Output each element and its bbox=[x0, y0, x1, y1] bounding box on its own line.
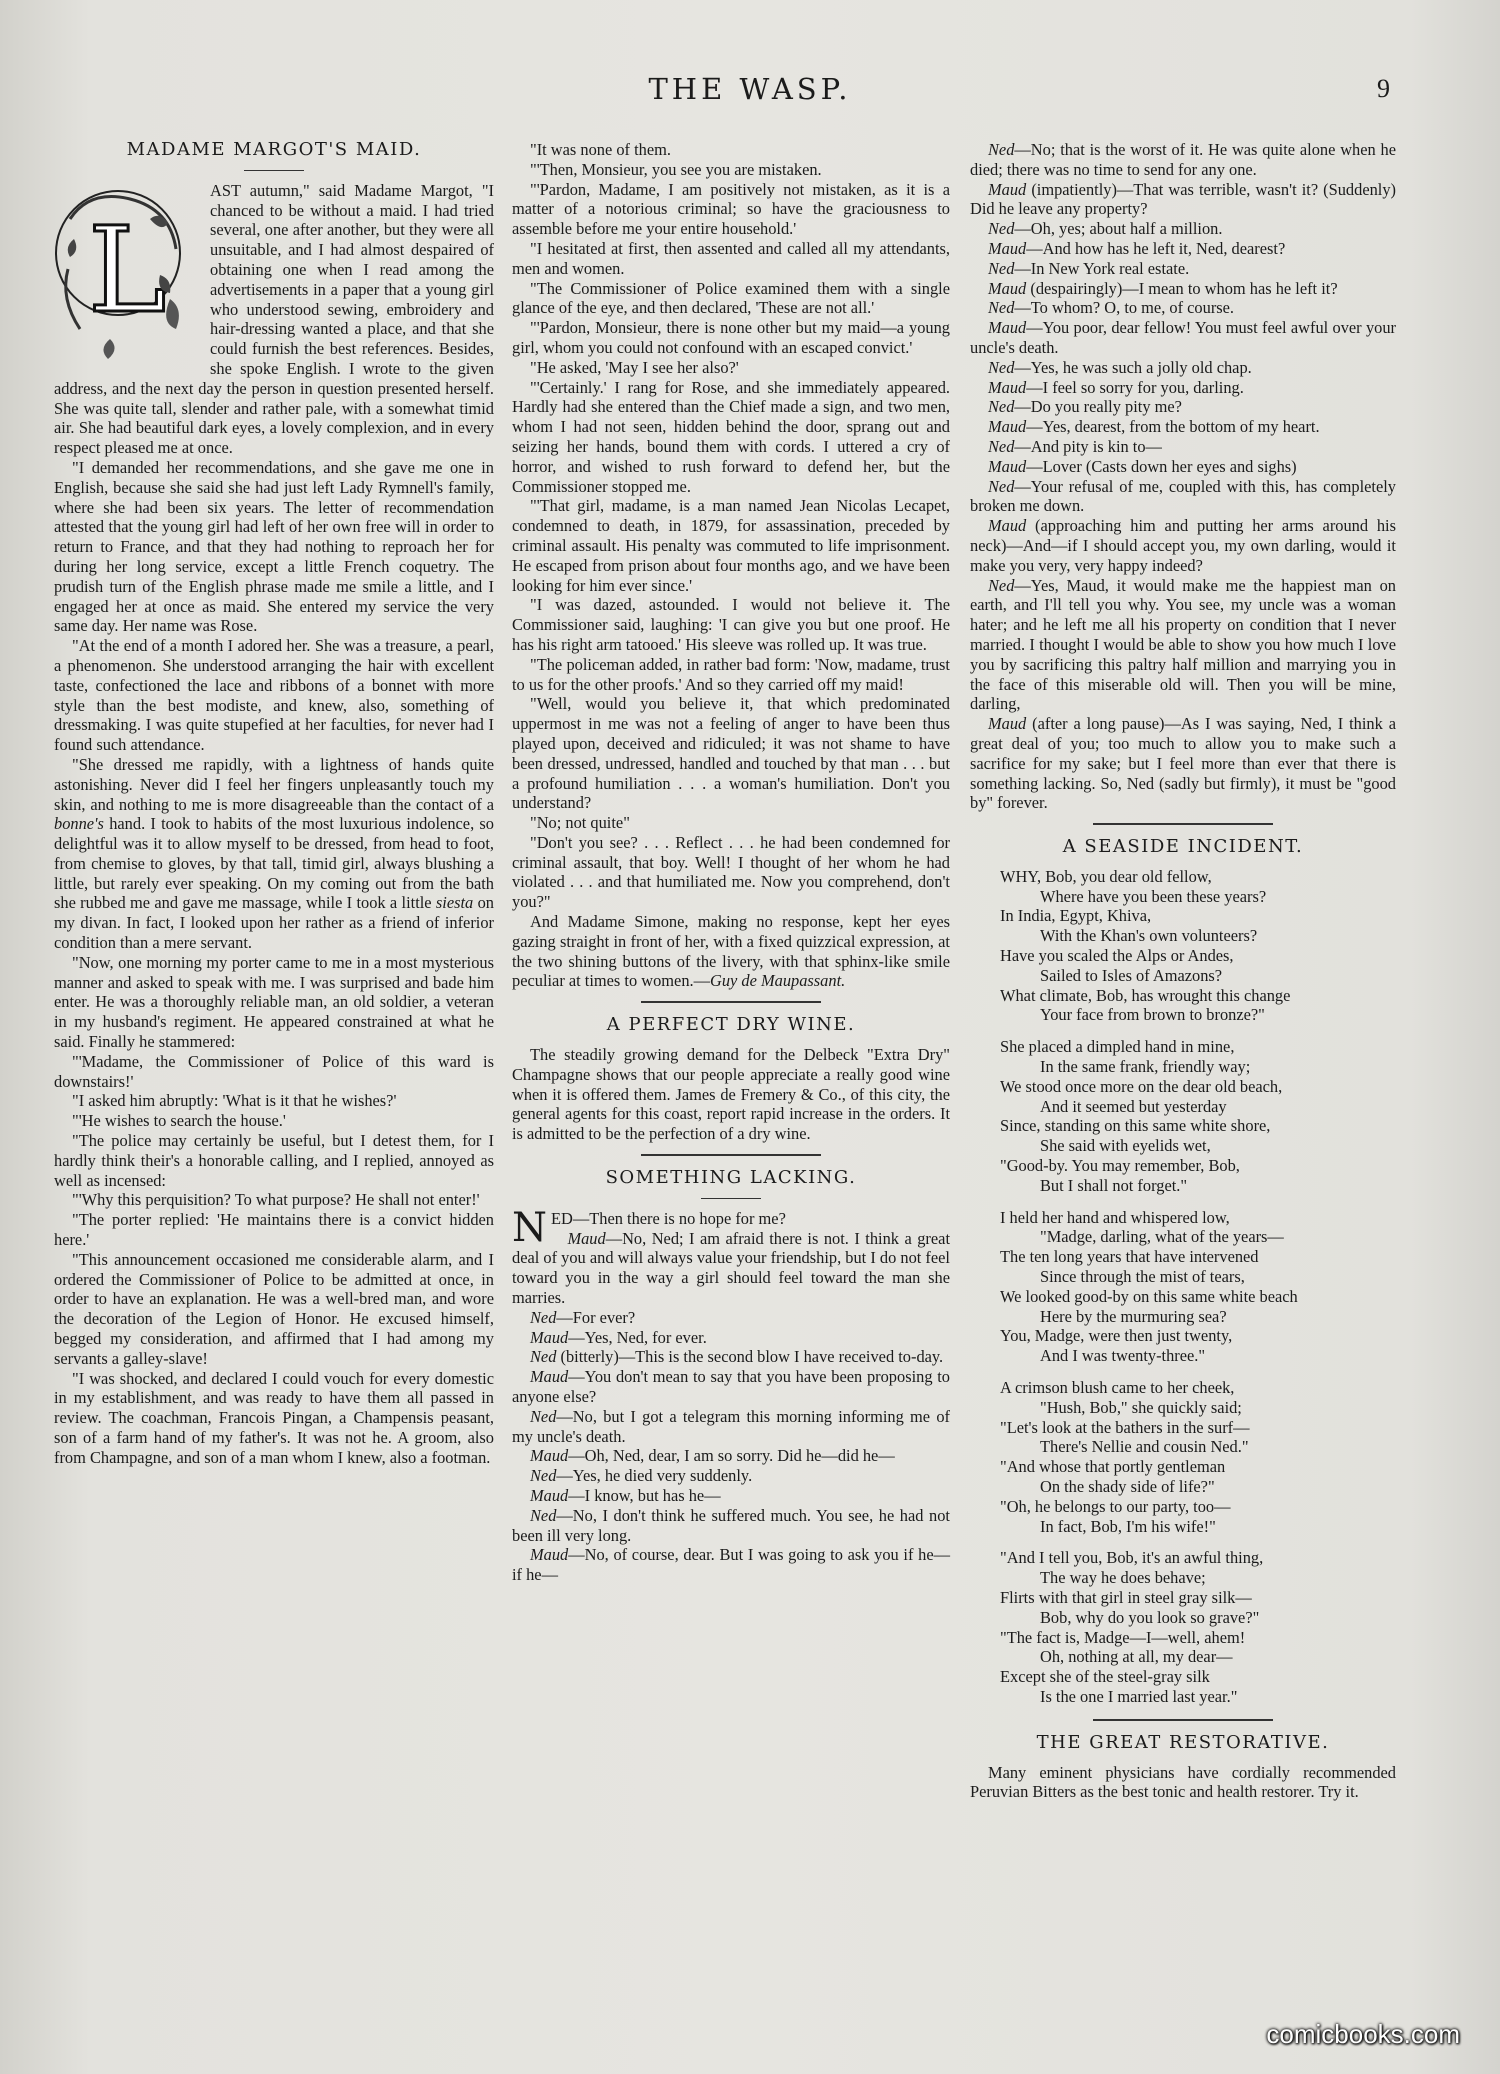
paragraph: "I demanded her recommendations, and she gave me one in English, because she said she had just left Lady Rymnell's family, where she had been six years. The letter of recommendation attested that the young girl had left of her own free will in order to return to France, and that they had nothing to reproach her for during her long service, except a little French coquetry. The prudish turn of the English phrase made me smile a little, and I engaged her at once as maid. She entered my service the very same day. Her name was Rose. bbox=[54, 457, 494, 636]
title-rule bbox=[244, 170, 304, 171]
paragraph: And Madame Simone, making no response, kept her eyes gazing straight in front of her, with a fixed quizzical expression, at the two shining buttons of the livery, with that sphinx-like smile peculiar at times to women.—Guy de Maupassant. bbox=[512, 912, 950, 991]
dialogue-line: Ned (bitterly)—This is the second blow I have received to-day. bbox=[530, 1347, 944, 1367]
stanza: A crimson blush came to her cheek, "Hush, Bob," she quickly said; "Let's look at the bathers in the surf— There's Nellie and cousin Ned." "And whose that portly gentleman On the shady side of life?" "Oh, he belongs to our party, too— In fact, Bob, I'm his wife!" bbox=[1000, 1378, 1250, 1536]
dialogue-line: Ned—Yes, Maud, it would make me the happiest man on earth, and I'll tell you why. You see, my uncle was a woman hater; and he left me all his property on condition that I never married. I thought I would be able to show you how much I love you by sacrificing this paltry half million and marrying you in the face of this miserable old will. Then you will be mine, darling, bbox=[970, 575, 1396, 714]
paragraph: "It was none of them. bbox=[530, 140, 671, 159]
stanza: "And I tell you, Bob, it's an awful thing, The way he does behave; Flirts with that girl in steel gray silk— Bob, why do you look so grave?" "The fact is, Madge—I—well, ahem! Oh, nothing at all, my dear— Except she of the steel-gray silk Is the one I married last year." bbox=[1000, 1548, 1264, 1706]
dialogue-line: Ned—No, I don't think he suffered much. You see, he had not been ill very long. bbox=[512, 1505, 950, 1545]
dialogue-line: Maud—I know, but has he— bbox=[530, 1486, 721, 1505]
author-credit: Guy de Maupassant. bbox=[710, 971, 846, 991]
dialogue-line: Maud—You don't mean to say that you have been proposing to anyone else? bbox=[512, 1367, 950, 1407]
stanza: I held her hand and whispered low, "Madge, darling, what of the years— The ten long years that have intervened Since through the mist of tears, We looked good-by on this same white beach Here by the murmuring sea? You, Madge, were then just twenty, And I was twenty-three." bbox=[1000, 1207, 1298, 1366]
dialogue-line: Ned—Your refusal of me, coupled with this, has completely broken me down. bbox=[970, 476, 1396, 516]
dialogue-line: Ned—To whom? O, to me, of course. bbox=[988, 298, 1235, 318]
title-rule bbox=[701, 1198, 761, 1199]
paragraph: "No; not quite" bbox=[530, 813, 630, 833]
page-number: 9 bbox=[1377, 74, 1390, 103]
dialogue-line: Ned—Do you really pity me? bbox=[988, 397, 1182, 417]
masthead: THE WASP. bbox=[648, 72, 852, 106]
dialogue-line: Maud—And how has he left it, Ned, dearest? bbox=[988, 238, 1286, 258]
section-divider bbox=[1093, 823, 1273, 825]
paragraph: "'That girl, madame, is a man named Jean Nicolas Lecapet, condemned to death, in 1879, for assassination, preceded by criminal assault. His penalty was commuted to life imprisonment. He escaped from prison about four months ago, and we have been looking for him ever since.' bbox=[512, 496, 950, 595]
dialogue-line: Ned—And pity is kin to— bbox=[988, 436, 1162, 456]
poem-title-seaside: A SEASIDE INCIDENT. bbox=[1062, 836, 1304, 858]
dialogue-line: Maud—Yes, dearest, from the bottom of my heart. bbox=[988, 417, 1320, 437]
dialogue-line: Maud—No, of course, dear. But I was going to ask you if he—if he— bbox=[512, 1545, 950, 1585]
poem bbox=[970, 867, 1396, 1707]
paragraph: "The policeman added, in rather bad form: 'Now, madame, trust to us for the other proofs.' And so they carried off my maid! bbox=[512, 654, 950, 694]
site-watermark: comicbooks.com bbox=[1266, 2019, 1460, 2049]
dialogue-line: Maud (despairingly)—I mean to whom has he left it? bbox=[988, 278, 1338, 298]
dialogue-line: Ned—For ever? bbox=[530, 1307, 636, 1327]
paragraph: "I was shocked, and declared I could vouch for every domestic in my establishment, and was ready to have them all passed in review. The coachman, Francois Pingan, a Champensis peasant, son of a farm hand of my father's. It was not he. A groom, also from Champagne, and son of a man whom I knew, also a footman. bbox=[54, 1368, 494, 1467]
dialogue-line: Ned—In New York real estate. bbox=[988, 258, 1190, 278]
paragraph: "At the end of a month I adored her. She was a treasure, a pearl, a phenomenon. She understood arranging the hair with excellent taste, confectioned the lace and ribbons of a bonnet with more style than the best modiste, and knew, also, something of dressmaking. I was quite stupefied at her faculties, for never had I found such attendance. bbox=[54, 636, 494, 755]
paragraph: "Don't you see? . . . Reflect . . . he had been condemned for criminal assault, that boy. Well! I thought of her whom he had violated . . . and that humiliated me. Now you comprehend, don't you?" bbox=[512, 832, 950, 912]
dialogue-line: Ned—No; that is the worst of it. He was quite alone when he died; there was no time to send for any one. bbox=[970, 140, 1396, 179]
paragraph: "I hesitated at first, then assented and called all my attendants, men and women. bbox=[512, 238, 950, 278]
paragraph: "The porter replied: 'He maintains there is a convict hidden here.' bbox=[54, 1210, 494, 1250]
dialogue-line: Ned—Yes, he died very suddenly. bbox=[530, 1466, 753, 1486]
dialogue-line: Maud—Lover (Casts down her eyes and sighs) bbox=[988, 456, 1297, 476]
paragraph: Many eminent physicians have cordially recommended Peruvian Bitters as the best tonic and health restorer. Try it. bbox=[970, 1762, 1396, 1802]
paragraph: "'Pardon, Madame, I am positively not mistaken, as it is a matter of a notorious criminal; so have the graciousness to assemble before me your entire household.' bbox=[512, 179, 950, 239]
decorative-initial-l-icon bbox=[50, 179, 200, 361]
section-divider bbox=[641, 1154, 821, 1156]
paragraph: "I was dazed, astounded. I would not believe it. The Commissioner said, laughing: 'I can give you but one proof. He has his right arm tatooed.' His sleeve was rolled up. It was true. bbox=[512, 595, 950, 654]
column-1 bbox=[54, 140, 494, 1468]
stanza: WHY, Bob, you dear old fellow, Where have you been these years? In India, Egypt, Khiva, With the Khan's own volunteers? Have you scaled the Alps or Andes, Sailed to Isles of Amazons? What climate, Bob, has wrought this change Your face from brown to bronze?" bbox=[1000, 866, 1291, 1025]
svg-text:L: L bbox=[88, 200, 167, 339]
column-3 bbox=[970, 140, 1396, 1802]
paragraph: "Well, would you believe it, that which predominated uppermost in me was not a feeling of anger to have been thus played upon, deceived and ridiculed; it was not shame to have been dressed, undressed, handled and touched by that man . . . but a profound humiliation . . . a woman's humiliation. Don't you understand? bbox=[512, 694, 950, 813]
paragraph: "Now, one morning my porter came to me in a most mysterious manner and asked to speak with me. I was surprised and bade him enter. He was a thoroughly reliable man, an old soldier, a veteran in my husband's regiment. He appeared constrained at what he said. Finally he stammered: bbox=[54, 952, 494, 1052]
paragraph: "He asked, 'May I see her also?' bbox=[530, 357, 739, 377]
paragraph: "'Why this perquisition? To what purpose? He shall not enter!' bbox=[72, 1190, 480, 1210]
paragraph: The steadily growing demand for the Delbeck "Extra Dry" Champagne shows that our people appreciate a really good wine when it is offered them. James de Fremery & Co., of this city, the general agents for this coast, report rapid increase in the orders. It is admitted to be the perfection of a dry wine. bbox=[512, 1045, 950, 1144]
dialogue-line: NED—Then there is no hope for me? Maud—No, Ned; I am afraid there is not. I think a great deal of you and will always value your friendship, but I do not feel toward you in the way a girl should feel toward the man she marries. bbox=[512, 1204, 950, 1308]
stanza: She placed a dimpled hand in mine, In the same frank, friendly way; We stood once more on the dear old beach, And it seemed but yesterday Since, standing on this same white shore, She said with eyelids wet, "Good-by. You may remember, Bob, But I shall not forget." bbox=[1000, 1037, 1283, 1195]
dialogue-line: Maud (approaching him and putting her arms around his neck)—And—if I should accept you, my own darling, would it make you very, very happy indeed? bbox=[970, 516, 1396, 575]
paragraph: "The Commissioner of Police examined them with a single glance of the eye, and then declared, 'These are not all.' bbox=[512, 278, 950, 318]
dialogue-line: Maud (impatiently)—That was terrible, wasn't it? (Suddenly) Did he leave any property? bbox=[970, 179, 1396, 219]
dialogue-line: Maud (after a long pause)—As I was saying, Ned, I think a great deal of you; too much to allow you to make such a sacrifice for my sake; but I feel more than ever that there is something lacking. So, Ned (sadly but firmly), it must be "good by" forever. bbox=[970, 714, 1396, 813]
dialogue-line: Ned—No, but I got a telegram this morning informing me of my uncle's death. bbox=[512, 1406, 950, 1446]
paragraph: "'Pardon, Monsieur, there is none other but my maid—a young girl, whom you could not confound with an escaped convict.' bbox=[512, 318, 950, 357]
paragraph: "'He wishes to search the house.' bbox=[72, 1111, 286, 1131]
article-title-restorative: THE GREAT RESTORATIVE. bbox=[1036, 1731, 1330, 1753]
paragraph: "'Madame, the Commissioner of Police of this ward is downstairs!' bbox=[54, 1051, 494, 1091]
paragraph: AST autumn," said Madame Margot, "I chanced to be without a maid. I had tried several, one after another, but they were all unsuitable, and I had almost despaired of obtaining one when I read among the advertisements in a paper that a young girl who understood sewing, embroidery and hair-dressing wanted a place, and that she could furnish the best references. Besides, she spoke English. I wrote to the given address, and the next day the person in question presented herself. She was quite tall, slender and rather pale, with a somewhat timid air. She had beautiful dark eyes, a lovely complexion, and in every respect pleased me at once. bbox=[54, 180, 494, 458]
paragraph: "She dressed me rapidly, with a lightness of hands quite astonishing. Never did I feel her fingers unpleasantly touch my skin, and nothing to me is more disagreeable than the contact of a bonne's hand. I took to habits of the most luxurious indolence, so delightful was it to allow myself to be dressed, from head to foot, from chemise to gloves, by that tall, timid girl, always blushing a little, but rarely ever speaking. On my coming out from the bath she rubbed me and gave me massage, while I took a little siesta on my divan. In fact, I looked upon her rather as a friend of inferior condition than a mere servant. bbox=[54, 754, 494, 953]
dialogue-line: Maud—Yes, Ned, for ever. bbox=[530, 1327, 707, 1347]
section-divider bbox=[641, 1001, 821, 1003]
dialogue-line: Maud—Oh, Ned, dear, I am so sorry. Did he—did he— bbox=[530, 1446, 895, 1466]
paragraph: "'Certainly.' I rang for Rose, and she immediately appeared. Hardly had she entered than the Chief made a sign, and two men, whom I had not seen, hidden behind the door, sprang out and seizing her hands, bound them with cords. I uttered a cry of horror, and wished to rush forward to defend her, but the Commissioner stopped me. bbox=[512, 377, 950, 496]
section-divider bbox=[1093, 1719, 1273, 1721]
paragraph: "'Then, Monsieur, you see you are mistaken. bbox=[530, 159, 822, 179]
paragraph: "I asked him abruptly: 'What is it that he wishes?' bbox=[72, 1091, 397, 1111]
paragraph: "This announcement occasioned me considerable alarm, and I ordered the Commissioner of Police to be admitted at once, in order to have an explanation. He was a well-bred man, and wore the decoration of the Legion of Honor. He excused himself, begged my consideration, and affirmed that I had among my servants a galley-slave! bbox=[54, 1249, 494, 1368]
dialogue-line: Ned—Yes, he was such a jolly old chap. bbox=[988, 357, 1252, 377]
article-title-madame: MADAME MARGOT'S MAID. bbox=[126, 139, 422, 160]
dialogue-line: Maud—You poor, dear fellow! You must feel awful over your uncle's death. bbox=[970, 318, 1396, 357]
column-2 bbox=[512, 140, 950, 1585]
dialogue-line: Maud—I feel so sorry for you, darling. bbox=[988, 377, 1244, 397]
library-stamp bbox=[620, 4, 740, 44]
article-title-lacking: SOMETHING LACKING. bbox=[605, 1167, 857, 1189]
article-title-wine: A PERFECT DRY WINE. bbox=[606, 1014, 856, 1036]
paragraph: "The police may certainly be useful, but I detest them, for I hardly think their's a honorable calling, and I replied, annoyed as well as incensed: bbox=[54, 1131, 494, 1190]
dialogue-line: Ned—Oh, yes; about half a million. bbox=[988, 219, 1223, 239]
